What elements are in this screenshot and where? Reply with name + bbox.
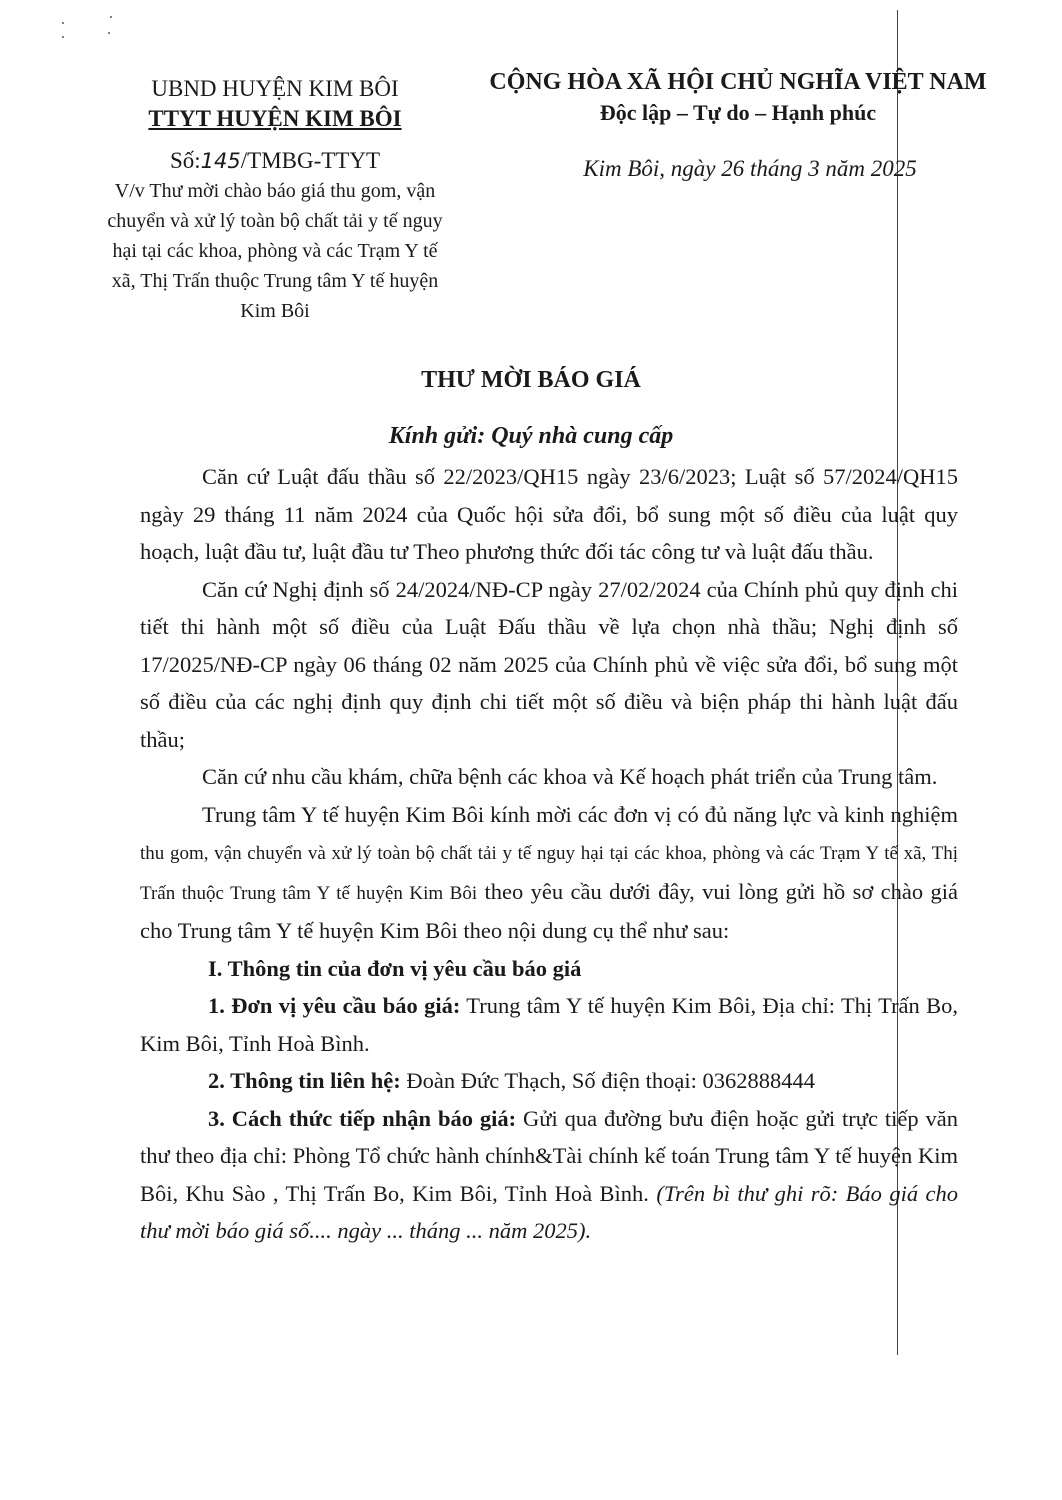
section-1-heading: I. Thông tin của đơn vị yêu cầu báo giá [208,955,582,981]
section-1-item-1 [140,987,958,1062]
invitation-paragraph [140,796,958,950]
document-number-prefix: Số: [169,148,201,173]
scan-speck [62,22,64,24]
document-body [140,458,958,1250]
document-number-handwritten: 145 [200,149,241,173]
item-3-note: (Trên bì thư ghi rõ: Báo giá cho thư mời báo giá số.... ngày ... tháng ... năm 2025). [140,1180,958,1243]
issuing-organization [100,104,450,134]
item-3-value: Gửi qua đường bưu điện hoặc gửi trực tiếp văn thư theo địa chỉ: Phòng Tổ chức hành chính&Tài chính kế toán Trung tâm Y tế huyện Kim Bôi, Khu Sào , Thị Trấn Bo, Kim Bôi, Tỉnh Hoà Bình. [140,1105,959,1206]
issuing-organization-name: TTYT HUYỆN KIM BÔI [148,106,402,131]
item-1-value: Trung tâm Y tế huyện Kim Bôi, Địa chỉ: Thị Trấn Bo, Kim Bôi, Tỉnh Hoà Bình. [140,993,959,1056]
invitation-text-b: thu gom, vận chuyển và xử lý toàn bộ chất tải y tế nguy hại tại các khoa, phòng và các Trạm Y tế xã, Thị Trấn thuộc Trung tâm Y tế huyện Kim Bôi [140,843,958,904]
addressee: Kính gửi: Quý nhà cung cấp [388,423,674,449]
legal-basis-paragraph-2: Căn cứ Nghị định số 24/2024/NĐ-CP ngày 27/02/2024 của Chính phủ quy định chi tiết thi hành một số điều của Luật Đấu thầu về lựa chọn nhà thầu; Nghị định số 17/2025/NĐ-CP ngày 06 tháng 02 năm 2025 của Chính phủ về việc sửa đổi, bổ sung một số điều của các nghị định quy định chi tiết một số điều và biện pháp thi hành luật đấu thầu; [140,576,958,752]
section-1-item-2 [140,1062,958,1100]
legal-basis-paragraph-1: Căn cứ Luật đấu thầu số 22/2023/QH15 ngày 23/6/2023; Luật số 57/2024/QH15 ngày 29 tháng 11 năm 2024 của Quốc hội sửa đổi, bổ sung một số điều của luật quy hoạch, luật đầu tư, luật đầu tư Theo phương thức đối tác công tư và luật đấu thầu. [140,464,958,564]
document-number-suffix: /TMBG-TTYT [240,148,381,173]
item-2-value: Đoàn Đức Thạch, Số điện thoại: 0362888444 [406,1068,815,1093]
invitation-text-c: theo yêu cầu dưới đây, vui lòng gửi hồ sơ chào giá cho Trung tâm Y tế huyện Kim Bôi theo nội dung cụ thể như sau: [140,878,959,943]
item-3-label: 3. Cách thức tiếp nhận báo giá: [208,1105,517,1131]
issuing-agency-block [100,74,450,326]
document-title: THƯ MỜI BÁO GIÁ [421,367,641,393]
national-header-block [468,66,1008,128]
invitation-text-a: Trung tâm Y tế huyện Kim Bôi kính mời các đơn vị có đủ năng lực và kinh nghiệm [202,801,958,827]
document-subject: V/v Thư mời chào báo giá thu gom, vận chuyển và xử lý toàn bộ chất tải y tế nguy hại tại các khoa, phòng và các Trạm Y tế xã, Thị Trấn thuộc Trung tâm Y tế huyện Kim Bôi [107,180,443,322]
document-number [100,146,450,176]
national-motto: Độc lập – Tự do – Hạnh phúc [599,100,877,125]
section-1-item-3 [140,1100,958,1250]
scan-speck [62,36,64,38]
legal-basis-paragraph-3: Căn cứ nhu cầu khám, chữa bệnh các khoa và Kế hoạch phát triển của Trung tâm. [202,764,938,789]
scan-speck [110,16,112,18]
item-1-label: 1. Đơn vị yêu cầu báo giá: [208,993,461,1018]
place-and-date: Kim Bôi, ngày 26 tháng 3 năm 2025 [583,156,917,181]
item-2-label: 2. Thông tin liên hệ: [208,1068,401,1093]
country-name: CỘNG HÒA XÃ HỘI CHỦ NGHĨA VIỆT NAM [489,69,987,95]
scan-speck [108,32,110,34]
parent-organization: UBND HUYỆN KIM BÔI [151,76,399,101]
